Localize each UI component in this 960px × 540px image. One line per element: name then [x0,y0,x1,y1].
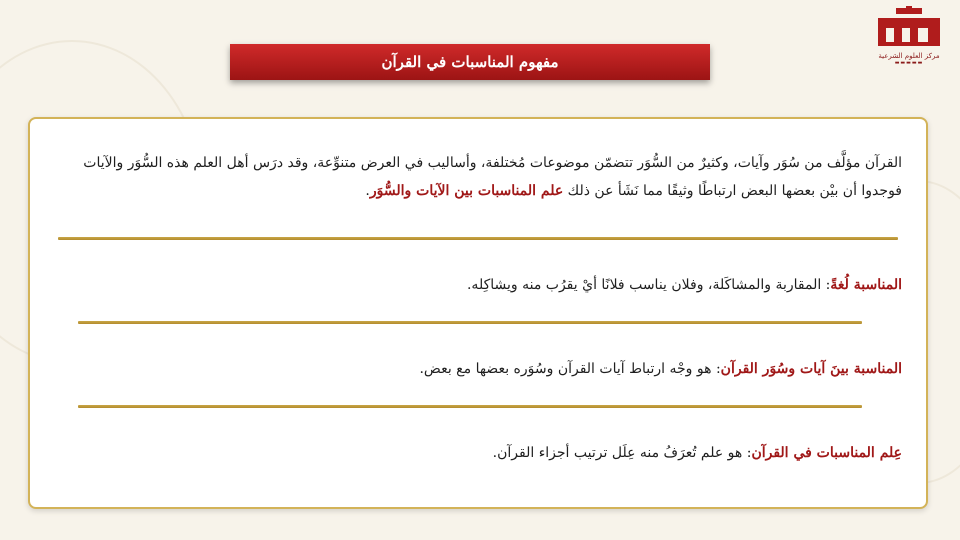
divider [58,237,898,240]
divider [78,321,862,324]
intro-end: . [365,183,370,199]
definition-science [54,439,902,467]
definition-term: المناسبة لُغةً [830,277,902,293]
definition-text: : المقاربة والمشاكَلة، وفلان يناسب فلانًا أيْ يقرُب منه ويشاكِله. [466,277,831,293]
logo-name: مركز العلوم الشرعية [878,52,940,60]
definition-language [54,271,902,299]
content-card [28,117,928,509]
logo-wordmark: ▬▬▬▬▬ [894,60,924,66]
intro-paragraph [54,149,902,205]
intro-highlight: علم المناسبات بين الآيات والسُّوَر [369,183,564,199]
logo-mark-icon [874,6,944,50]
page-title: مفهوم المناسبات في القرآن [381,53,559,71]
intro-text: القرآن مؤلَّف من سُوَر وآيات، وكثيرٌ من السُّوَر تتضمّن موضوعات مُختلفة، وأساليب في العرض متنوِّعة، وقد درَس أهل العلم هذه السُّوَر والآيات فوجدوا أن بيْن بعضها البعض ارتباطًا وثيقًا مما نَشَأ عن ذلك [83,155,902,199]
definition-text: : هو وجْه ارتباط آيات القرآن وسُوَره بعضها مع بعض. [419,361,721,377]
title-banner [230,44,710,80]
logo [868,6,950,72]
divider [78,405,862,408]
definition-verses-surahs [54,355,902,383]
definition-term: المناسبة بينَ آيات وسُوَر القرآن [720,361,902,377]
definition-term: عِلم المناسبات في القرآن [751,445,902,461]
definition-text: : هو علم تُعرَفُ منه عِلَل ترتيب أجزاء القرآن. [492,445,752,461]
